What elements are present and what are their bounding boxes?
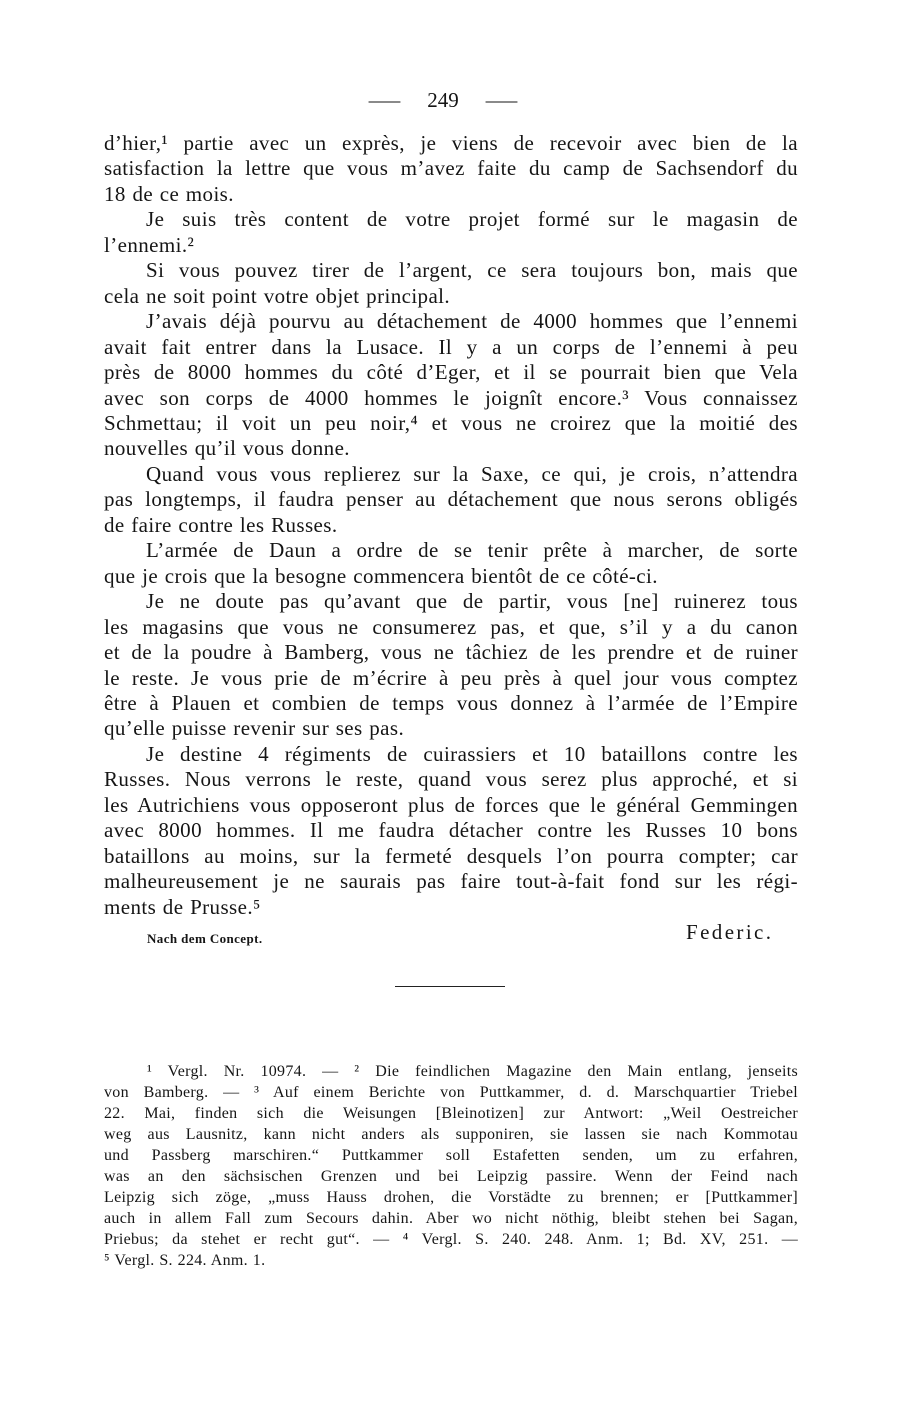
letter-line: avec 8000 hommes. Il me faudra détacher contre les Russes 10 bons bbox=[104, 818, 798, 843]
letter-line: bataillons au moins, sur la fermeté desquels l’on pourra compter; car bbox=[104, 843, 798, 868]
letter-line: Je ne doute pas qu’avant que de partir, vous [ne] ruinerez tous bbox=[146, 589, 798, 614]
letter-line: cela ne soit point votre objet principal. bbox=[104, 283, 451, 308]
footnote-separator-rule bbox=[395, 986, 505, 987]
signature: Federic. bbox=[686, 920, 774, 944]
letter-line: d’hier,¹ partie avec un exprès, je viens de recevoir avec bien de la bbox=[104, 131, 798, 155]
letter-line: ments de Prusse.⁵ bbox=[104, 894, 261, 919]
source-note: Nach dem Concept. bbox=[147, 931, 263, 946]
letter-paragraph bbox=[104, 742, 798, 920]
letter-line: L’armée de Daun a ordre de se tenir prête à marcher, de sorte bbox=[146, 538, 798, 563]
letter-line: 18 de ce mois. bbox=[104, 181, 234, 206]
footnote-line: Priebus; da stehet er recht gut“. — ⁴ Vergl. S. 240. 248. Anm. 1; Bd. XV, 251. — bbox=[104, 1231, 798, 1248]
letter-line: nouvelles qu’il vous donne. bbox=[104, 436, 350, 461]
letter-line: avait fait entrer dans la Lusace. Il y a un corps de l’ennemi à peu bbox=[104, 334, 798, 359]
footnote-line: Leipzig sich zöge, „muss Hauss drohen, die Vorstädte zu brennen; er [Puttkammer] bbox=[104, 1189, 798, 1206]
footnote-line: 22. Mai, finden sich die Weisungen [Bleinotizen] zur Antwort: „Weil Oestreicher bbox=[104, 1105, 798, 1122]
letter-paragraph bbox=[104, 589, 798, 742]
letter-line: le reste. Je vous prie de m’écrire à peu près à quel jour vous comptez bbox=[104, 665, 798, 690]
letter-line: Schmettau; il voit un peu noir,⁴ et vous ne croirez que la moitié des bbox=[104, 410, 798, 435]
letter-line: de faire contre les Russes. bbox=[104, 512, 338, 537]
letter-line: avec son corps de 4000 hommes le joignît encore.³ Vous connaissez bbox=[104, 385, 798, 410]
footnote-line: von Bamberg. — ³ Auf einem Berichte von Puttkammer, d. d. Marschquartier Triebel bbox=[104, 1084, 798, 1101]
footnotes bbox=[104, 1061, 798, 1271]
page-number-dash-right: — bbox=[485, 88, 518, 112]
letter-line: malheureusement je ne saurais pas faire tout-à-fait fond sur les régi- bbox=[104, 869, 798, 894]
footnote-line: weg aus Lausnitz, kann nicht anders als supponiren, sie lassen sie nach Kommotau bbox=[104, 1126, 798, 1143]
footnote-line: und Passberg marschiren.“ Puttkammer soll Estafetten senden, um zu erfahren, bbox=[104, 1147, 798, 1164]
letter-line: qu’elle puisse revenir sur ses pas. bbox=[104, 716, 405, 741]
letter-paragraph bbox=[104, 207, 798, 258]
letter-line: les magasins que vous ne consumerez pas, et que, s’il y a du canon bbox=[104, 614, 798, 639]
letter-paragraph bbox=[104, 258, 798, 309]
footnote-line: auch in allem Fall zum Secours dahin. Aber wo nicht nöthig, bleibt stehen bei Sagan, bbox=[104, 1210, 798, 1227]
page-number-dash-left: — bbox=[368, 88, 401, 112]
page-number: 249 bbox=[427, 88, 459, 112]
letter-line: Je suis très content de votre projet formé sur le magasin de bbox=[146, 207, 798, 232]
letter-paragraph bbox=[104, 309, 798, 462]
letter-line: pas longtemps, il faudra penser au détachement que nous serons obligés bbox=[104, 487, 798, 512]
letter-line: l’ennemi.² bbox=[104, 232, 195, 257]
letter-line: J’avais déjà pourvu au détachement de 4000 hommes que l’ennemi bbox=[146, 309, 798, 334]
letter-line: Je destine 4 régiments de cuirassiers et 10 bataillons contre les bbox=[146, 741, 798, 766]
letter-paragraph bbox=[104, 131, 798, 207]
letter-line: satisfaction la lettre que vous m’avez faite du camp de Sachsendorf du bbox=[104, 156, 798, 181]
footnote-line: ⁵ Vergl. S. 224. Anm. 1. bbox=[104, 1252, 266, 1269]
letter-paragraph bbox=[104, 462, 798, 538]
letter-line: Russes. Nous verrons le reste, quand vous serez plus approché, et si bbox=[104, 767, 798, 792]
letter-line: être à Plauen et combien de temps vous donnez à l’armée de l’Empire bbox=[104, 690, 798, 715]
letter-body bbox=[104, 131, 798, 920]
letter-line: que je crois que la besogne commencera bientôt de ce côté-ci. bbox=[104, 563, 658, 588]
letter-line: Si vous pouvez tirer de l’argent, ce sera toujours bon, mais que bbox=[146, 258, 798, 283]
letter-line: Quand vous vous replierez sur la Saxe, ce qui, je crois, n’attendra bbox=[146, 461, 798, 486]
letter-line: près de 8000 hommes du côté d’Eger, et il se pourrait bien que Vela bbox=[104, 360, 798, 385]
footnote-line: ¹ Vergl. Nr. 10974. — ² Die feindlichen Magazine den Main entlang, jenseits bbox=[147, 1063, 798, 1080]
letter-paragraph bbox=[104, 538, 798, 589]
footnote-line: was an den sächsischen Grenzen und bei Leipzig passire. Wenn der Feind nach bbox=[104, 1168, 798, 1185]
letter-line: et de la poudre à Bamberg, vous ne tâchiez de les prendre et de ruiner bbox=[104, 640, 798, 665]
letter-line: les Autrichiens vous opposeront plus de forces que le général Gemmingen bbox=[104, 792, 798, 817]
